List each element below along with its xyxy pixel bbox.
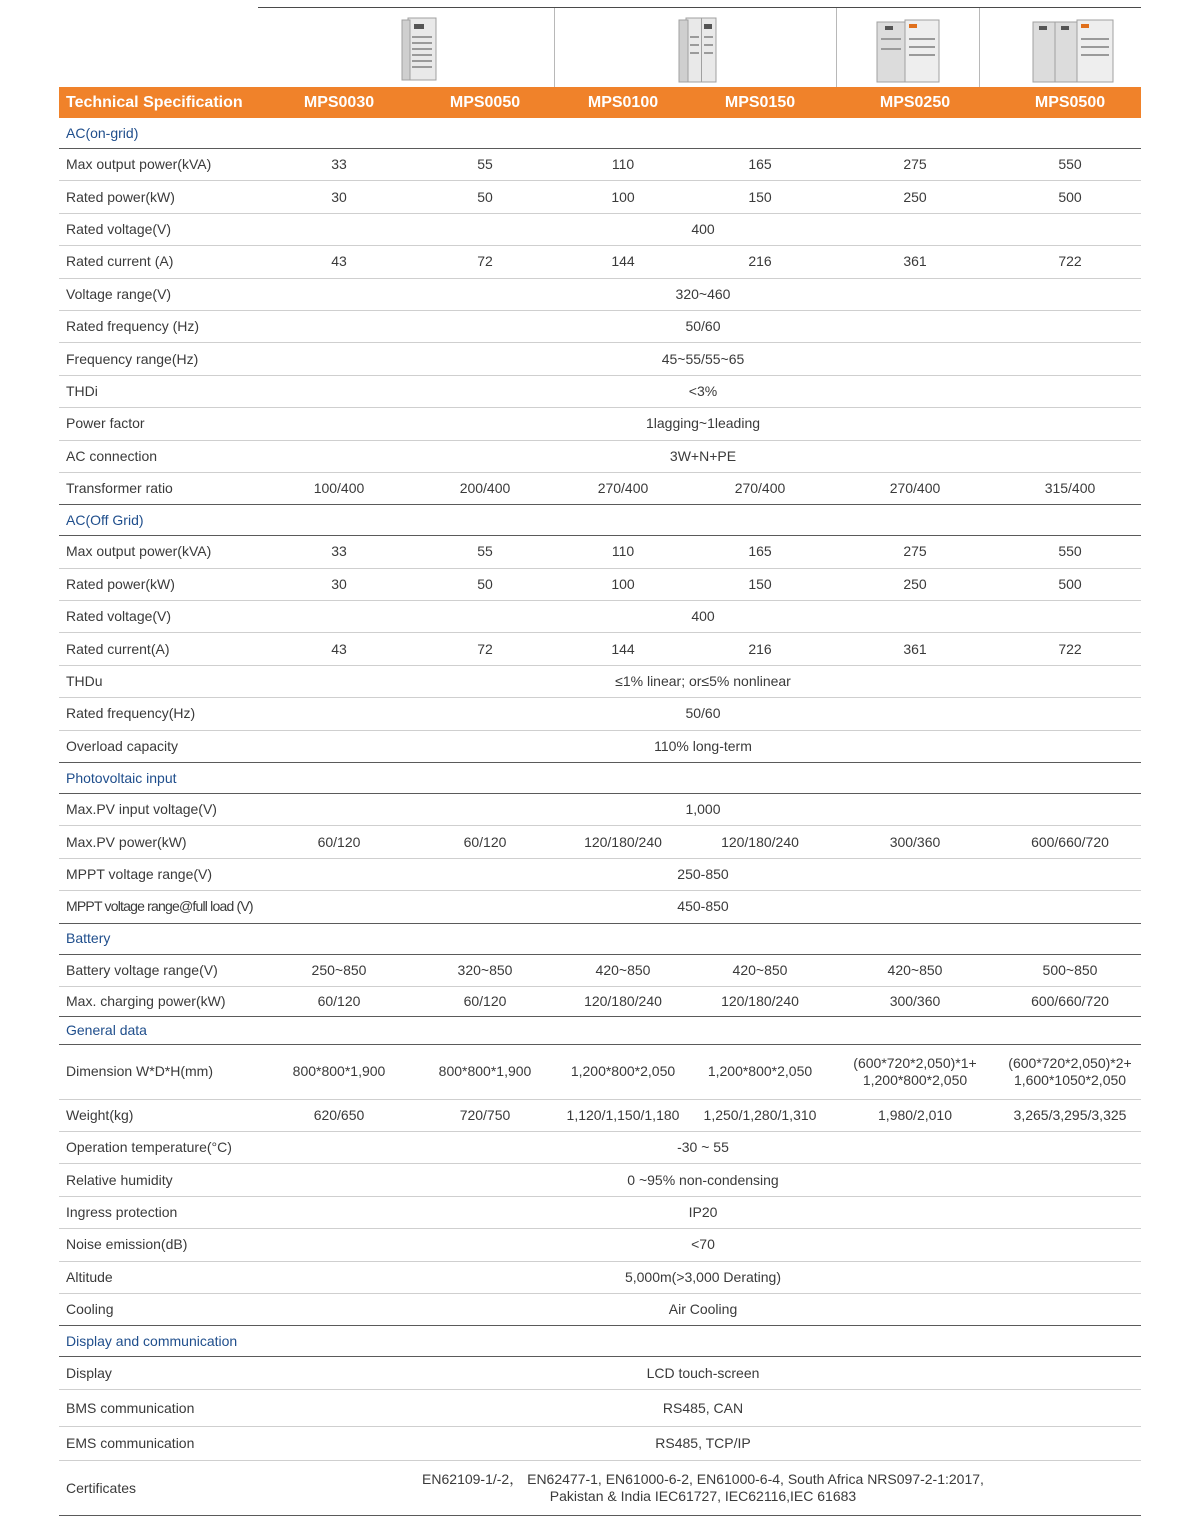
cabinet-image-mps0250 xyxy=(875,16,943,84)
row-value: 1,200*800*2,050 xyxy=(689,1044,831,1099)
row-value-span: 50/60 xyxy=(265,698,1141,730)
row-value: 1,200*800*2,050 xyxy=(557,1044,689,1099)
row-value: 55 xyxy=(413,149,557,181)
table-row xyxy=(59,149,1141,181)
spec-table-body xyxy=(59,87,1141,1516)
row-value: 100/400 xyxy=(265,472,413,504)
model-header: MPS0500 xyxy=(999,87,1141,118)
row-value-span: RS485, CAN xyxy=(265,1390,1141,1427)
section-title: Photovoltaic input xyxy=(59,763,1141,794)
row-value: 43 xyxy=(265,246,413,278)
product-column-divider xyxy=(554,8,555,88)
row-value: 550 xyxy=(999,536,1141,568)
row-value: 100 xyxy=(557,568,689,600)
row-value-span: IP20 xyxy=(265,1196,1141,1228)
row-value: 72 xyxy=(413,633,557,665)
row-value: 800*800*1,900 xyxy=(265,1044,413,1099)
row-value: 60/120 xyxy=(265,986,413,1016)
row-value: 320~850 xyxy=(413,954,557,986)
table-row xyxy=(59,213,1141,245)
row-label: Rated voltage(V) xyxy=(59,601,265,633)
row-label: AC connection xyxy=(59,440,265,472)
row-label: Max.PV power(kW) xyxy=(59,826,265,858)
row-value: 144 xyxy=(557,633,689,665)
row-label: Rated current (A) xyxy=(59,246,265,278)
table-row xyxy=(59,1229,1141,1261)
row-value-span: 400 xyxy=(265,213,1141,245)
table-row xyxy=(59,1261,1141,1293)
row-value-span: <70 xyxy=(265,1229,1141,1261)
table-row xyxy=(59,826,1141,858)
row-label: THDi xyxy=(59,375,265,407)
row-value-span: 0 ~95% non-condensing xyxy=(265,1164,1141,1196)
table-row xyxy=(59,1293,1141,1325)
product-image-strip xyxy=(258,7,1141,88)
model-header: MPS0150 xyxy=(689,87,831,118)
row-value: 270/400 xyxy=(831,472,999,504)
row-label: Operation temperature(°C) xyxy=(59,1131,265,1163)
row-label: Ingress protection xyxy=(59,1196,265,1228)
row-value-span: 1lagging~1leading xyxy=(265,408,1141,440)
row-value: 620/650 xyxy=(265,1099,413,1131)
table-row xyxy=(59,181,1141,213)
row-value: 216 xyxy=(689,633,831,665)
row-value: 1,250/1,280/1,310 xyxy=(689,1099,831,1131)
row-value: 315/400 xyxy=(999,472,1141,504)
table-row xyxy=(59,1427,1141,1461)
model-header: MPS0100 xyxy=(557,87,689,118)
row-value: 300/360 xyxy=(831,826,999,858)
row-label: Certificates xyxy=(59,1461,265,1516)
row-value: 150 xyxy=(689,181,831,213)
row-value: 60/120 xyxy=(413,986,557,1016)
row-value: 270/400 xyxy=(689,472,831,504)
row-value: 200/400 xyxy=(413,472,557,504)
row-value: 150 xyxy=(689,568,831,600)
row-value-span: RS485, TCP/IP xyxy=(265,1427,1141,1461)
cabinet-image-mps0500 xyxy=(1031,16,1117,84)
model-header: MPS0030 xyxy=(265,87,413,118)
row-value: 100 xyxy=(557,181,689,213)
table-row xyxy=(59,1357,1141,1390)
table-row xyxy=(59,633,1141,665)
cabinet-image-mps0030-0050 xyxy=(400,16,440,82)
row-value: 800*800*1,900 xyxy=(413,1044,557,1099)
table-row xyxy=(59,665,1141,697)
row-label: EMS communication xyxy=(59,1427,265,1461)
row-label: Voltage range(V) xyxy=(59,278,265,310)
cabinet-image-mps0100-0150 xyxy=(676,16,720,84)
row-value: 250~850 xyxy=(265,954,413,986)
table-row xyxy=(59,440,1141,472)
row-value-span: 5,000m(>3,000 Derating) xyxy=(265,1261,1141,1293)
table-row xyxy=(59,1164,1141,1196)
table-row xyxy=(59,568,1141,600)
row-value: 120/180/240 xyxy=(689,826,831,858)
table-row xyxy=(59,858,1141,890)
row-label: Max output power(kVA) xyxy=(59,149,265,181)
row-label: Display xyxy=(59,1357,265,1390)
table-title: Technical Specification xyxy=(59,87,265,118)
table-row xyxy=(59,1390,1141,1427)
row-value: 250 xyxy=(831,568,999,600)
row-label: Max.PV input voltage(V) xyxy=(59,794,265,826)
row-label: Rated current(A) xyxy=(59,633,265,665)
row-value: 722 xyxy=(999,246,1141,278)
row-value: 55 xyxy=(413,536,557,568)
row-value-span: 1,000 xyxy=(265,794,1141,826)
table-row xyxy=(59,794,1141,826)
row-value: 361 xyxy=(831,633,999,665)
row-value-span: -30 ~ 55 xyxy=(265,1131,1141,1163)
section-header xyxy=(59,763,1141,794)
table-row xyxy=(59,1131,1141,1163)
table-row xyxy=(59,1044,1141,1099)
row-value: 550 xyxy=(999,149,1141,181)
row-value: (600*720*2,050)*1+ 1,200*800*2,050 xyxy=(831,1044,999,1099)
table-row xyxy=(59,472,1141,504)
row-label: MPPT voltage range(V) xyxy=(59,858,265,890)
row-value: 72 xyxy=(413,246,557,278)
row-value-span: 110% long-term xyxy=(265,730,1141,762)
row-label: Battery voltage range(V) xyxy=(59,954,265,986)
row-value: 1,120/1,150/1,180 xyxy=(557,1099,689,1131)
row-value: 60/120 xyxy=(265,826,413,858)
table-row xyxy=(59,730,1141,762)
row-value-span: ≤1% linear; or≤5% nonlinear xyxy=(265,665,1141,697)
row-value: 600/660/720 xyxy=(999,986,1141,1016)
row-value: 33 xyxy=(265,149,413,181)
technical-specification-table xyxy=(59,87,1141,1516)
row-value-span: 50/60 xyxy=(265,310,1141,342)
row-value: 144 xyxy=(557,246,689,278)
row-value: 600/660/720 xyxy=(999,826,1141,858)
row-value: 165 xyxy=(689,536,831,568)
row-value: 275 xyxy=(831,536,999,568)
row-value: (600*720*2,050)*2+ 1,600*1050*2,050 xyxy=(999,1044,1141,1099)
table-row xyxy=(59,698,1141,730)
section-title: Battery xyxy=(59,923,1141,954)
row-value: 270/400 xyxy=(557,472,689,504)
row-value-span: 450-850 xyxy=(265,891,1141,923)
section-header xyxy=(59,1326,1141,1357)
table-row xyxy=(59,986,1141,1016)
table-row xyxy=(59,343,1141,375)
row-value: 33 xyxy=(265,536,413,568)
row-value: 420~850 xyxy=(831,954,999,986)
row-value: 50 xyxy=(413,568,557,600)
row-value: 361 xyxy=(831,246,999,278)
row-value-span: 320~460 xyxy=(265,278,1141,310)
row-value: 420~850 xyxy=(689,954,831,986)
row-value-span: EN62109-1/-2， EN62477-1, EN61000-6-2, EN61000-6-4, South Africa NRS097-2-1:2017, Pakistan & India IEC61727, IEC62116,IEC 61683 xyxy=(265,1461,1141,1516)
table-row xyxy=(59,246,1141,278)
row-value: 110 xyxy=(557,149,689,181)
section-title: General data xyxy=(59,1016,1141,1044)
table-row xyxy=(59,954,1141,986)
table-row xyxy=(59,1461,1141,1516)
row-value: 500 xyxy=(999,568,1141,600)
row-label: Weight(kg) xyxy=(59,1099,265,1131)
row-value-span: 3W+N+PE xyxy=(265,440,1141,472)
row-value: 500 xyxy=(999,181,1141,213)
table-row xyxy=(59,408,1141,440)
row-value: 120/180/240 xyxy=(557,986,689,1016)
section-header xyxy=(59,118,1141,149)
row-label: Noise emission(dB) xyxy=(59,1229,265,1261)
model-header: MPS0050 xyxy=(413,87,557,118)
model-header: MPS0250 xyxy=(831,87,999,118)
product-column-divider xyxy=(836,8,837,88)
row-value: 500~850 xyxy=(999,954,1141,986)
table-row xyxy=(59,891,1141,923)
row-label: Rated frequency (Hz) xyxy=(59,310,265,342)
row-value-span: <3% xyxy=(265,375,1141,407)
table-row xyxy=(59,1099,1141,1131)
row-value-span: LCD touch-screen xyxy=(265,1357,1141,1390)
row-value: 216 xyxy=(689,246,831,278)
row-label: Rated power(kW) xyxy=(59,568,265,600)
row-value: 420~850 xyxy=(557,954,689,986)
table-row xyxy=(59,375,1141,407)
table-row xyxy=(59,601,1141,633)
table-row xyxy=(59,278,1141,310)
row-label: Power factor xyxy=(59,408,265,440)
row-label: Max output power(kVA) xyxy=(59,536,265,568)
row-label: Rated frequency(Hz) xyxy=(59,698,265,730)
row-value-span: Air Cooling xyxy=(265,1293,1141,1325)
row-label: Transformer ratio xyxy=(59,472,265,504)
section-title: Display and communication xyxy=(59,1326,1141,1357)
table-header-row xyxy=(59,87,1141,118)
row-value: 250 xyxy=(831,181,999,213)
row-label: Frequency range(Hz) xyxy=(59,343,265,375)
row-value-span: 400 xyxy=(265,601,1141,633)
section-header xyxy=(59,1016,1141,1044)
section-header xyxy=(59,923,1141,954)
table-row xyxy=(59,310,1141,342)
table-row xyxy=(59,536,1141,568)
row-value: 3,265/3,295/3,325 xyxy=(999,1099,1141,1131)
product-column-divider xyxy=(979,8,980,88)
row-label: Cooling xyxy=(59,1293,265,1325)
row-value: 1,980/2,010 xyxy=(831,1099,999,1131)
row-label: Rated power(kW) xyxy=(59,181,265,213)
row-value: 30 xyxy=(265,568,413,600)
row-label: BMS communication xyxy=(59,1390,265,1427)
row-label: Rated voltage(V) xyxy=(59,213,265,245)
row-value-span: 250-850 xyxy=(265,858,1141,890)
table-row xyxy=(59,1196,1141,1228)
row-value: 60/120 xyxy=(413,826,557,858)
row-label: Relative humidity xyxy=(59,1164,265,1196)
row-value: 722 xyxy=(999,633,1141,665)
row-value: 50 xyxy=(413,181,557,213)
row-value: 120/180/240 xyxy=(557,826,689,858)
row-value: 720/750 xyxy=(413,1099,557,1131)
row-value: 110 xyxy=(557,536,689,568)
row-label: Overload capacity xyxy=(59,730,265,762)
row-label: MPPT voltage range@full load (V) xyxy=(59,891,265,923)
section-header xyxy=(59,505,1141,536)
row-value: 43 xyxy=(265,633,413,665)
row-label: Max. charging power(kW) xyxy=(59,986,265,1016)
row-value: 30 xyxy=(265,181,413,213)
row-label: THDu xyxy=(59,665,265,697)
row-label: Altitude xyxy=(59,1261,265,1293)
row-value-span: 45~55/55~65 xyxy=(265,343,1141,375)
section-title: AC(on-grid) xyxy=(59,118,1141,149)
row-value: 275 xyxy=(831,149,999,181)
section-title: AC(Off Grid) xyxy=(59,505,1141,536)
row-value: 300/360 xyxy=(831,986,999,1016)
row-label: Dimension W*D*H(mm) xyxy=(59,1044,265,1099)
row-value: 165 xyxy=(689,149,831,181)
row-value: 120/180/240 xyxy=(689,986,831,1016)
